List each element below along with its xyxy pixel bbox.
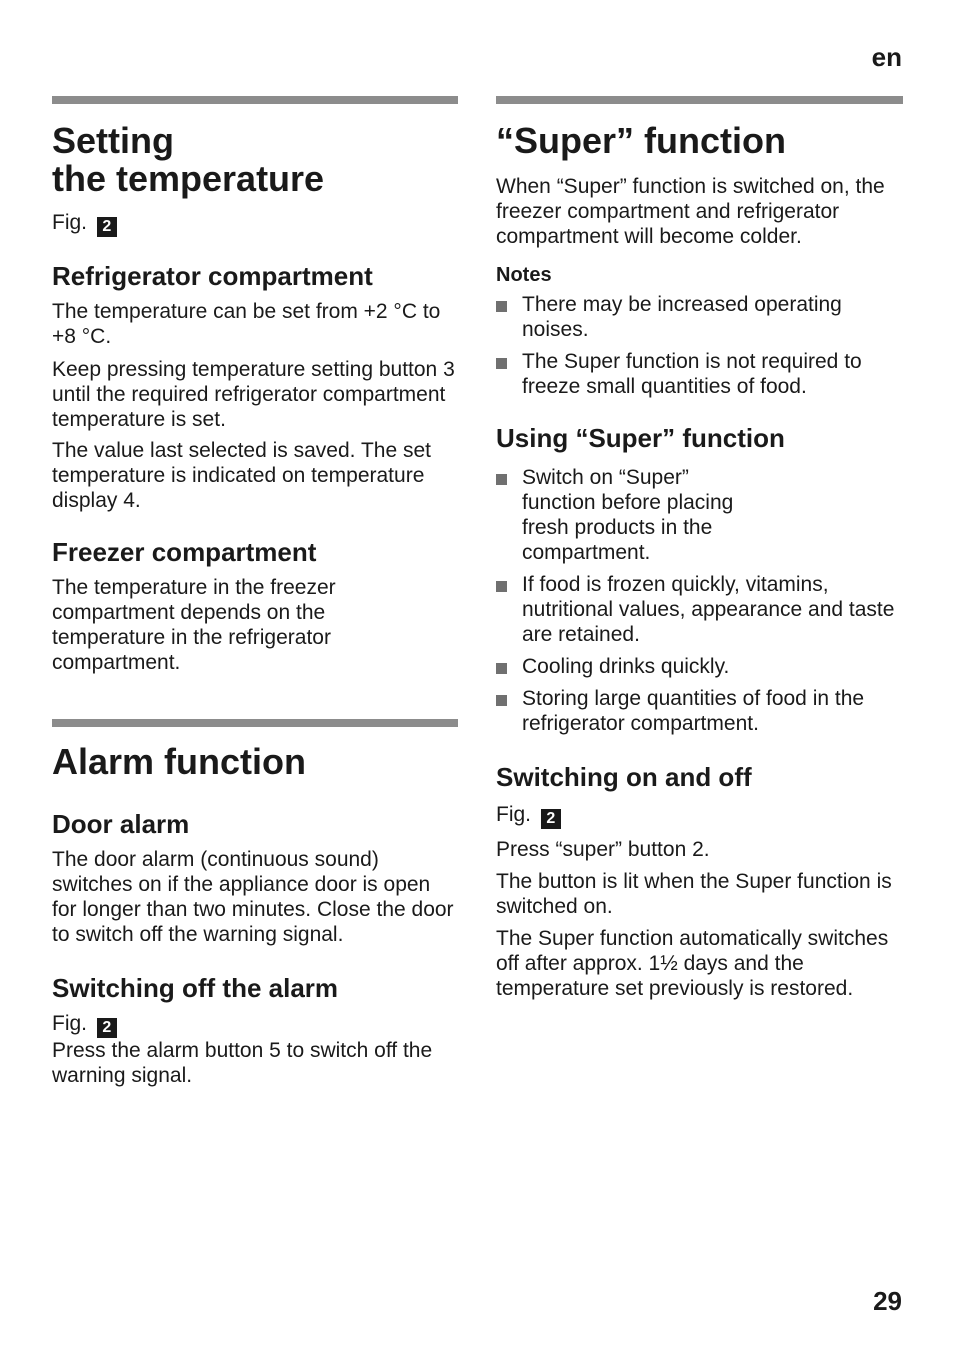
page-number: 29 — [873, 1286, 902, 1316]
right-column — [496, 96, 903, 1001]
square-bullet-icon — [496, 581, 507, 592]
switching-paragraph-2: The button is lit when the Super function is switched on. — [496, 870, 892, 918]
fig-label: Fig. — [496, 803, 532, 826]
item-text: Switch on “Super” function before placing fresh products in the compartment. — [522, 466, 734, 564]
square-bullet-icon — [496, 301, 507, 312]
square-bullet-icon — [496, 663, 507, 674]
super-function-title: “Super” function — [496, 120, 786, 161]
list-item — [496, 292, 903, 342]
refrigerator-paragraph-1: The temperature can be set from +2 °C to +8 °C. — [52, 300, 441, 348]
left-column — [52, 96, 458, 1088]
list-item — [496, 465, 903, 565]
notes-list — [496, 292, 903, 399]
section-rule — [52, 719, 458, 727]
item-text: If food is frozen quickly, vitamins, nutritional values, appearance and taste are retained. — [522, 573, 895, 646]
switching-off-alarm-heading: Switching off the alarm — [52, 973, 339, 1003]
title-line-1: Setting — [52, 120, 174, 161]
alarm-function-title: Alarm function — [52, 741, 307, 782]
square-bullet-icon — [496, 474, 507, 485]
square-bullet-icon — [496, 358, 507, 369]
list-item — [496, 654, 903, 679]
note-text: There may be increased operating noises. — [522, 293, 842, 341]
note-text: The Super function is not required to freeze small quantities of food. — [522, 350, 862, 398]
section-rule — [52, 96, 458, 104]
setting-temperature-title — [52, 122, 458, 198]
switching-on-off-heading: Switching on and off — [496, 762, 752, 792]
freezer-paragraph: The temperature in the freezer compartment depends on the temperature in the refrigerator compartment. — [52, 576, 336, 674]
list-item — [496, 572, 903, 647]
refrigerator-compartment-heading: Refrigerator compartment — [52, 261, 373, 291]
figure-reference — [52, 1011, 458, 1038]
switching-paragraph-3: The Super function automatically switches off after approx. 1½ days and the temperature set previously is restored. — [496, 927, 889, 1000]
notes-heading: Notes — [496, 264, 552, 286]
freezer-compartment-heading: Freezer compartment — [52, 537, 317, 567]
switching-off-alarm-paragraph: Press the alarm button 5 to switch off the warning signal. — [52, 1039, 433, 1087]
figure-number-badge: 2 — [97, 217, 117, 237]
item-text: Cooling drinks quickly. — [522, 655, 730, 678]
item-text: Storing large quantities of food in the refrigerator compartment. — [522, 687, 865, 735]
using-super-function-heading: Using “Super” function — [496, 423, 785, 453]
door-alarm-heading: Door alarm — [52, 809, 190, 839]
switching-paragraph-1: Press “super” button 2. — [496, 838, 710, 861]
super-intro-paragraph: When “Super” function is switched on, the freezer compartment and refrigerator compartment will become colder. — [496, 175, 885, 248]
figure-number-badge: 2 — [97, 1018, 117, 1038]
door-alarm-paragraph: The door alarm (continuous sound) switches on if the appliance door is open for longer than two minutes. Close the door to switch off the warning signal. — [52, 848, 454, 946]
refrigerator-paragraph-2: Keep pressing temperature setting button 3 until the required refrigerator compartment temperature is set. — [52, 358, 455, 431]
square-bullet-icon — [496, 695, 507, 706]
figure-reference — [496, 802, 903, 829]
section-rule — [496, 96, 903, 104]
language-label: en — [871, 42, 902, 72]
using-super-list — [496, 465, 903, 736]
figure-reference — [52, 210, 458, 237]
fig-label: Fig. — [52, 1012, 88, 1035]
refrigerator-paragraph-3: The value last selected is saved. The set temperature is indicated on temperature display 4. — [52, 439, 431, 512]
list-item — [496, 349, 903, 399]
title-line-2: the temperature — [52, 158, 325, 199]
list-item — [496, 686, 903, 736]
figure-number-badge: 2 — [541, 809, 561, 829]
fig-label: Fig. — [52, 211, 88, 234]
